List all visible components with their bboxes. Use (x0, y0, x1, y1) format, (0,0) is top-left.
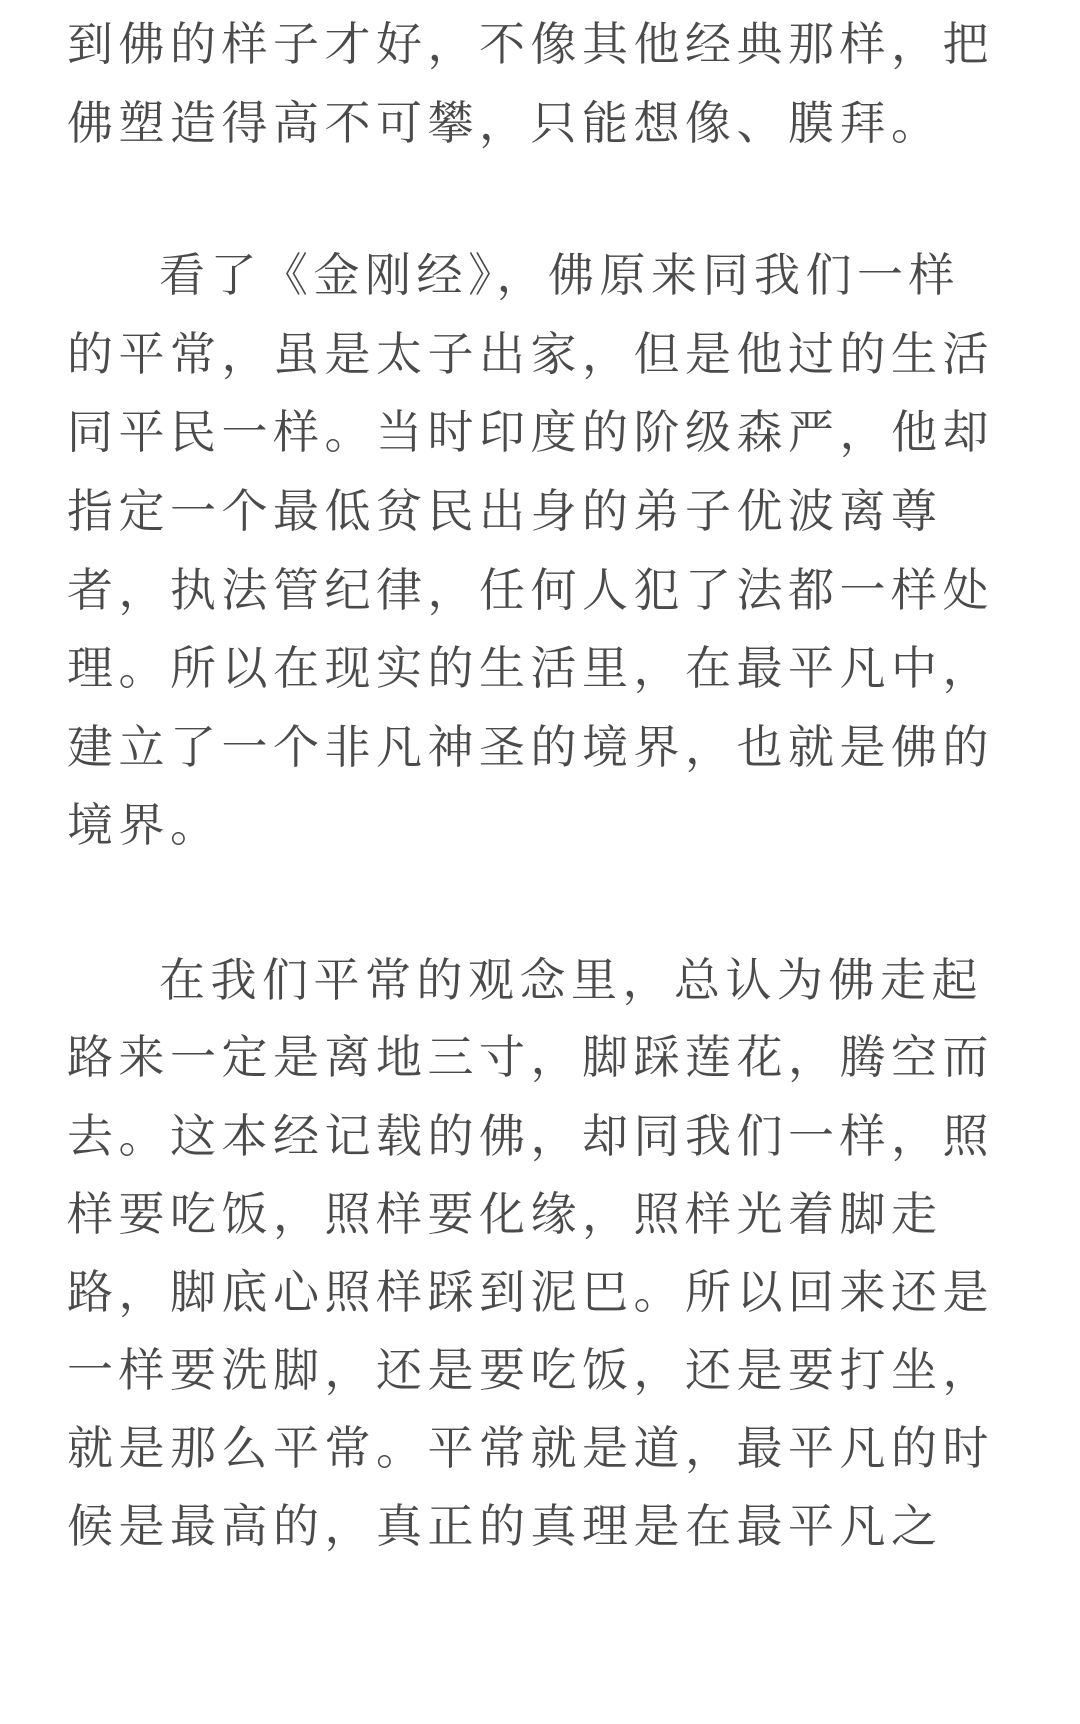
text-line: 指定一个最低贫民出身的弟子优波离尊 (67, 484, 943, 538)
text-line: 者，执法管纪律，任何人犯了法都一样处 (67, 563, 994, 617)
text-line: 路来一定是离地三寸，脚踩莲花，腾空而 (67, 1030, 994, 1084)
text-line: 理。所以在现实的生活里，在最平凡中， (67, 641, 994, 695)
text-line: 就是那么平常。平常就是道，最平凡的时 (67, 1421, 994, 1475)
text-line: 在我们平常的观念里，总认为佛走起 (159, 953, 983, 1007)
text-line: 一样要洗脚，还是要吃饭，还是要打坐， (67, 1343, 994, 1397)
text-line: 境界。 (67, 798, 222, 852)
text-line: 去。这本经记载的佛，却同我们一样，照 (67, 1109, 994, 1163)
text-line: 的平常，虽是太子出家，但是他过的生活 (67, 327, 994, 381)
text-line: 建立了一个非凡神圣的境界，也就是佛的 (67, 720, 994, 774)
text-line: 同平民一样。当时印度的阶级森严，他却 (67, 405, 994, 459)
text-line: 看了《金刚经》，佛原来同我们一样 (159, 248, 960, 302)
text-line: 样要吃饭，照样要化缘，照样光着脚走 (67, 1187, 943, 1241)
text-line: 到佛的样子才好，不像其他经典那样，把 (67, 17, 994, 71)
text-line: 路，脚底心照样踩到泥巴。所以回来还是 (67, 1265, 994, 1319)
text-line: 候是最高的，真正的真理是在最平凡之 (67, 1499, 943, 1553)
text-line: 佛塑造得高不可攀，只能想像、膜拜。 (67, 96, 943, 150)
